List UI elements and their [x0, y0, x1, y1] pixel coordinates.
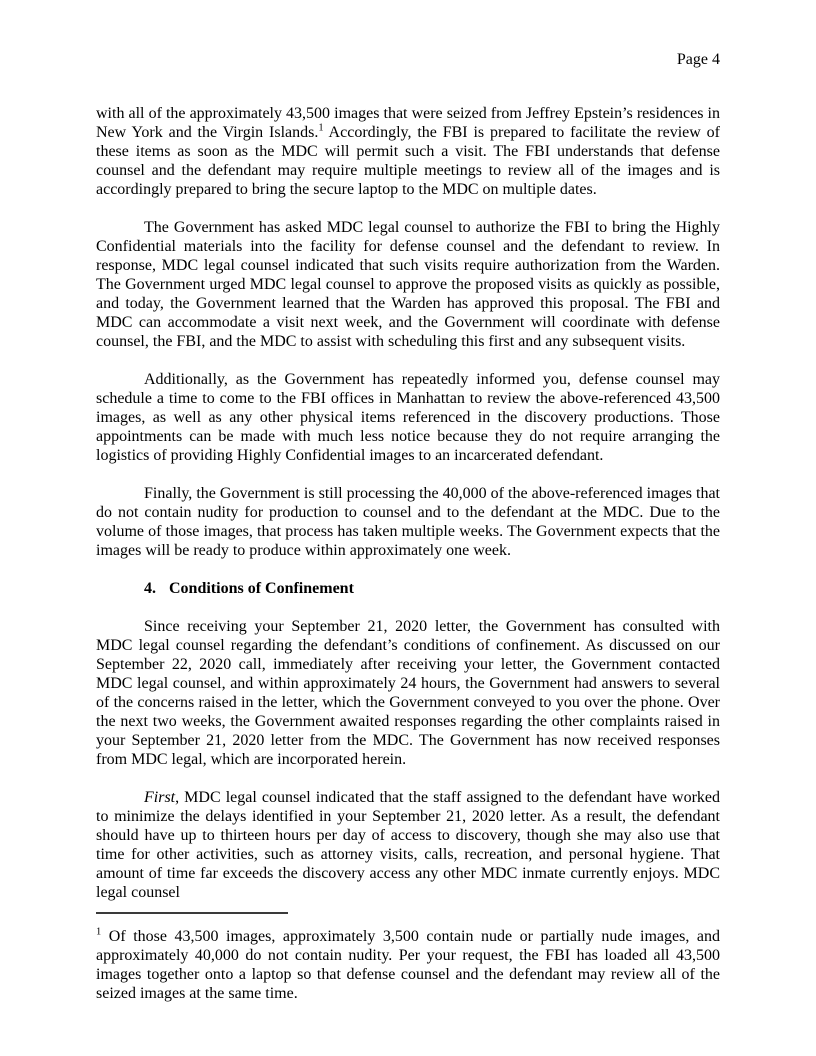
footnote-text — [96, 927, 720, 1003]
footnote-number-marker: 1 — [96, 926, 102, 938]
footnote-block — [96, 912, 720, 1003]
lead-word-first: First — [144, 789, 176, 806]
footnote-body-text: Of those 43,500 images, approximately 3,500 contain nude or partially nude images, and approximately 40,000 do not contain nudity. Per your request, the FBI has loaded all 43,500 images together onto a laptop so that defense counsel and the defendant may review all of the seized images at the same time. — [96, 928, 720, 1002]
section-heading-number: 4. — [144, 580, 156, 597]
section-heading-title: Conditions of Confinement — [169, 580, 354, 597]
paragraph-continuation — [96, 104, 720, 199]
paragraph-continuation-text: with all of the approximately 43,500 images that were seized from Jeffrey Epstein’s residences in New York and the Virgin Islands. — [96, 105, 720, 141]
footnote-reference-marker: 1 — [318, 122, 324, 134]
page-number-label: Page 4 — [676, 51, 720, 68]
paragraph-first-text: , MDC legal counsel indicated that the staff assigned to the defendant have worked to minimize the delays identified in your September 21, 2020 letter. As a result, the defendant should have up to thirteen hours per day of access to discovery, though she may also use that time for other activities, such as attorney visits, calls, recreation, and personal hygiene. That amount of time far exceeds the discovery access any other MDC inmate currently enjoys. MDC legal counsel — [96, 789, 720, 901]
paragraph-government-asked-mdc: The Government has asked MDC legal counsel to authorize the FBI to bring the Highly Confidential materials into the facility for defense counsel and the defendant to review. In response, MDC legal counsel indicated that such visits require authorization from the Warden. The Government urged MDC legal counsel to approve the proposed visits as quickly as possible, and today, the Government learned that the Warden has approved this proposal. The FBI and MDC can accommodate a visit next week, and the Government will coordinate with defense counsel, the FBI, and the MDC to assist with scheduling this first and any subsequent visits. — [96, 219, 720, 350]
paragraph-continuation-text-after-marker: Accordingly, the FBI is prepared to facilitate the review of these items as soon as the MDC will permit such a visit. The FBI understands that defense counsel and the defendant may require multiple meetings to review all of the images and is accordingly prepared to bring the secure laptop to the MDC on multiple dates. — [96, 124, 720, 198]
footnote-separator-rule — [96, 912, 288, 914]
paragraph-additionally-fbi-offices: Additionally, as the Government has repeatedly informed you, defense counsel may schedule a time to come to the FBI offices in Manhattan to review the above-referenced 43,500 images, as well as any other physical items referenced in the discovery productions. Those appointments can be made with much less notice because they do not require arranging the logistics of providing Highly Confidential images to an incarcerated defendant. — [96, 371, 720, 464]
paragraph-finally-processing-images: Finally, the Government is still processing the 40,000 of the above-referenced images that do not contain nudity for production to counsel and to the defendant at the MDC. Due to the volume of those images, that process has taken multiple weeks. The Government expects that the images will be ready to produce within approximately one week. — [96, 485, 720, 559]
paragraph-since-receiving-letter: Since receiving your September 21, 2020 letter, the Government has consulted with MDC legal counsel regarding the defendant’s conditions of confinement. As discussed on our September 22, 2020 call, immediately after receiving your letter, the Government contacted MDC legal counsel, and within approximately 24 hours, the Government had answers to several of the concerns raised in the letter, which the Government conveyed to you over the phone. Over the next two weeks, the Government awaited responses regarding the other complaints raised in your September 21, 2020 letter from the MDC. The Government has now received responses from MDC legal, which are incorporated herein. — [96, 618, 720, 768]
page-header — [96, 50, 720, 69]
section-heading-conditions-of-confinement — [96, 579, 720, 598]
paragraph-first-mdc-legal — [96, 788, 720, 902]
